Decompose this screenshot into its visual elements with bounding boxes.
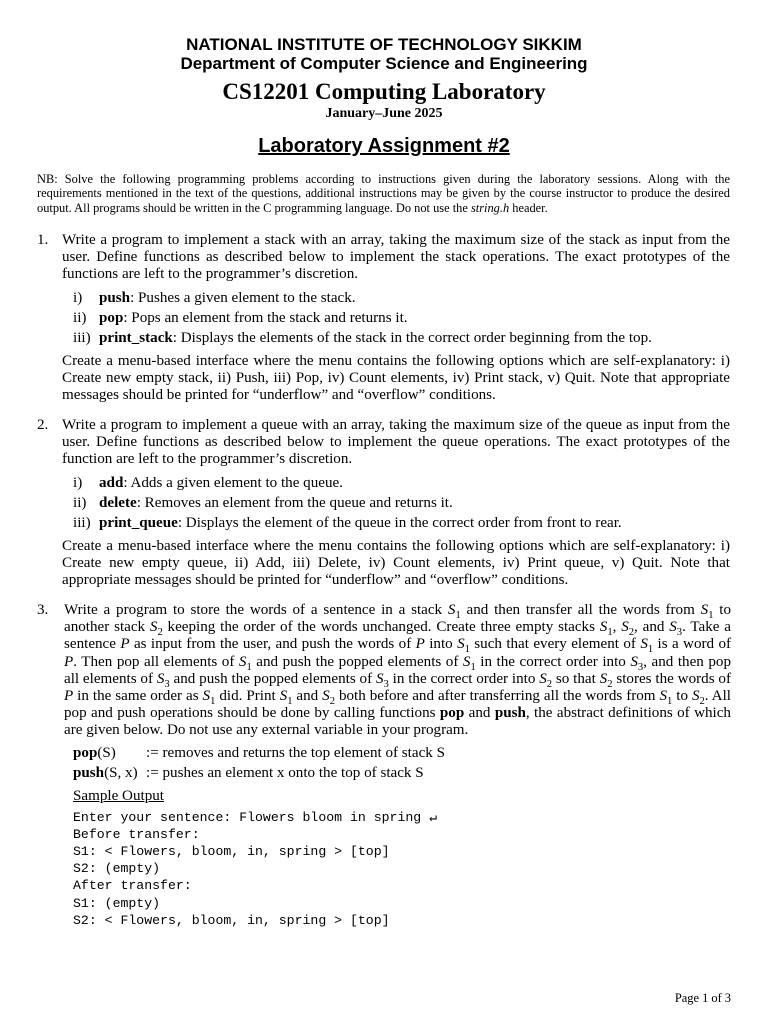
definition-pop-desc: := removes and returns the top element of stack S [146, 745, 445, 761]
course-title: CS12201 Computing Laboratory [222, 79, 546, 104]
code-line: After transfer: [73, 878, 192, 893]
definition-push: push(S, x) [73, 765, 138, 781]
page-number: Page 1 of 3 [674, 991, 731, 1005]
code-line: S1: < Flowers, bloom, in, spring > [top] [73, 844, 390, 859]
list-item: iii) print_stack: Displays the elements of the stack in the correct order beginning from the top. [73, 330, 652, 346]
list-item: ii) pop: Pops an element from the stack and returns it. [73, 310, 408, 326]
code-line: S2: < Flowers, bloom, in, spring > [top] [73, 913, 390, 928]
question-number: 2. [37, 417, 49, 433]
code-line: S2: (empty) [73, 861, 161, 876]
department-name: Department of Computer Science and Engineering [180, 54, 588, 73]
question-number: 3. [37, 602, 49, 618]
list-item: iii) print_queue: Displays the element of the queue in the correct order from front to rear. [73, 515, 622, 531]
question-2-menu: Create a menu-based interface where the menu contains the following options which are self-explanatory: i) Create new empty queue, ii) Add, iii) Delete, iv) Count elements, iv) Print queue, v) Quit. Note that appropriate messages should be printed for “underflow” and “overflow” conditions. [62, 538, 730, 589]
question-number: 1. [37, 232, 49, 248]
definition-push-desc: := pushes an element x onto the top of stack S [146, 765, 424, 781]
list-item: i) add: Adds a given element to the queue. [73, 475, 343, 491]
institute-name: NATIONAL INSTITUTE OF TECHNOLOGY SIKKIM [186, 35, 582, 54]
code-line: S1: (empty) [73, 896, 161, 911]
question-1-menu: Create a menu-based interface where the menu contains the following options which are self-explanatory: i) Create new empty stack, ii) Push, iii) Pop, iv) Count elements, iv) Print stack, v) Quit. Note that appropriate messages should be printed for “underflow” and “overflow” conditions. [62, 353, 730, 404]
term: January–June 2025 [325, 106, 443, 121]
list-item: ii) delete: Removes an element from the queue and returns it. [73, 495, 453, 511]
definition-pop: pop(S) [73, 745, 116, 761]
code-line: Before transfer: [73, 827, 200, 842]
list-item: i) push: Pushes a given element to the stack. [73, 290, 356, 306]
sample-output-heading: Sample Output [73, 788, 164, 804]
question-intro: Write a program to implement a stack with an array, taking the maximum size of the stack as input from the user. Define functions as described below to implement the stack operations. The exact prototypes of the functions are left to the programmer’s discretion. [62, 232, 730, 283]
code-line: Enter your sentence: Flowers bloom in spring ↵ [73, 810, 438, 825]
question-3-text: Write a program to store the words of a sentence in a stack $S_1$ and then transfer all the words from $S_1$ to another stack $S_2$ keeping the order of the words unchanged. Create three empty stacks $S_1$, $S_2$, and $S_3$. Take a sentence P as input from the user, and push the words of P into $S_1$ such that every element of $S_1$ is a word of P. Then pop all elements of $S_1$ and push the popped elements of $S_1$ in the correct order into $S_3$, and then pop all elements of $S_3$ and push the popped elements of $S_3$ in the correct order into $S_2$ so that $S_2$ stores the words of P in the same order as $S_1$ did. Print $S_1$ and $S_2$ both before and after transferring all the words from $S_1$ to $S_2$. All pop and push operations should be done by calling functions pop and push, the abstract definitions of which are given below. Do not use any external variable in your program. [64, 602, 732, 739]
assignment-title: Laboratory Assignment #2 [258, 135, 510, 157]
nb-note: NB: Solve the following programming problems according to instructions given during the laboratory sessions. Along with the requirements mentioned in the text of the questions, additional instructions may be given by the course instructor to produce the desired output. All programs should be written in the C programming language. Do not use the string.h header. [37, 172, 730, 215]
question-intro: Write a program to implement a queue with an array, taking the maximum size of the queue as input from the user. Define functions as described below to implement the queue operations. The exact prototypes of the function are left to the programmer’s discretion. [62, 417, 730, 468]
